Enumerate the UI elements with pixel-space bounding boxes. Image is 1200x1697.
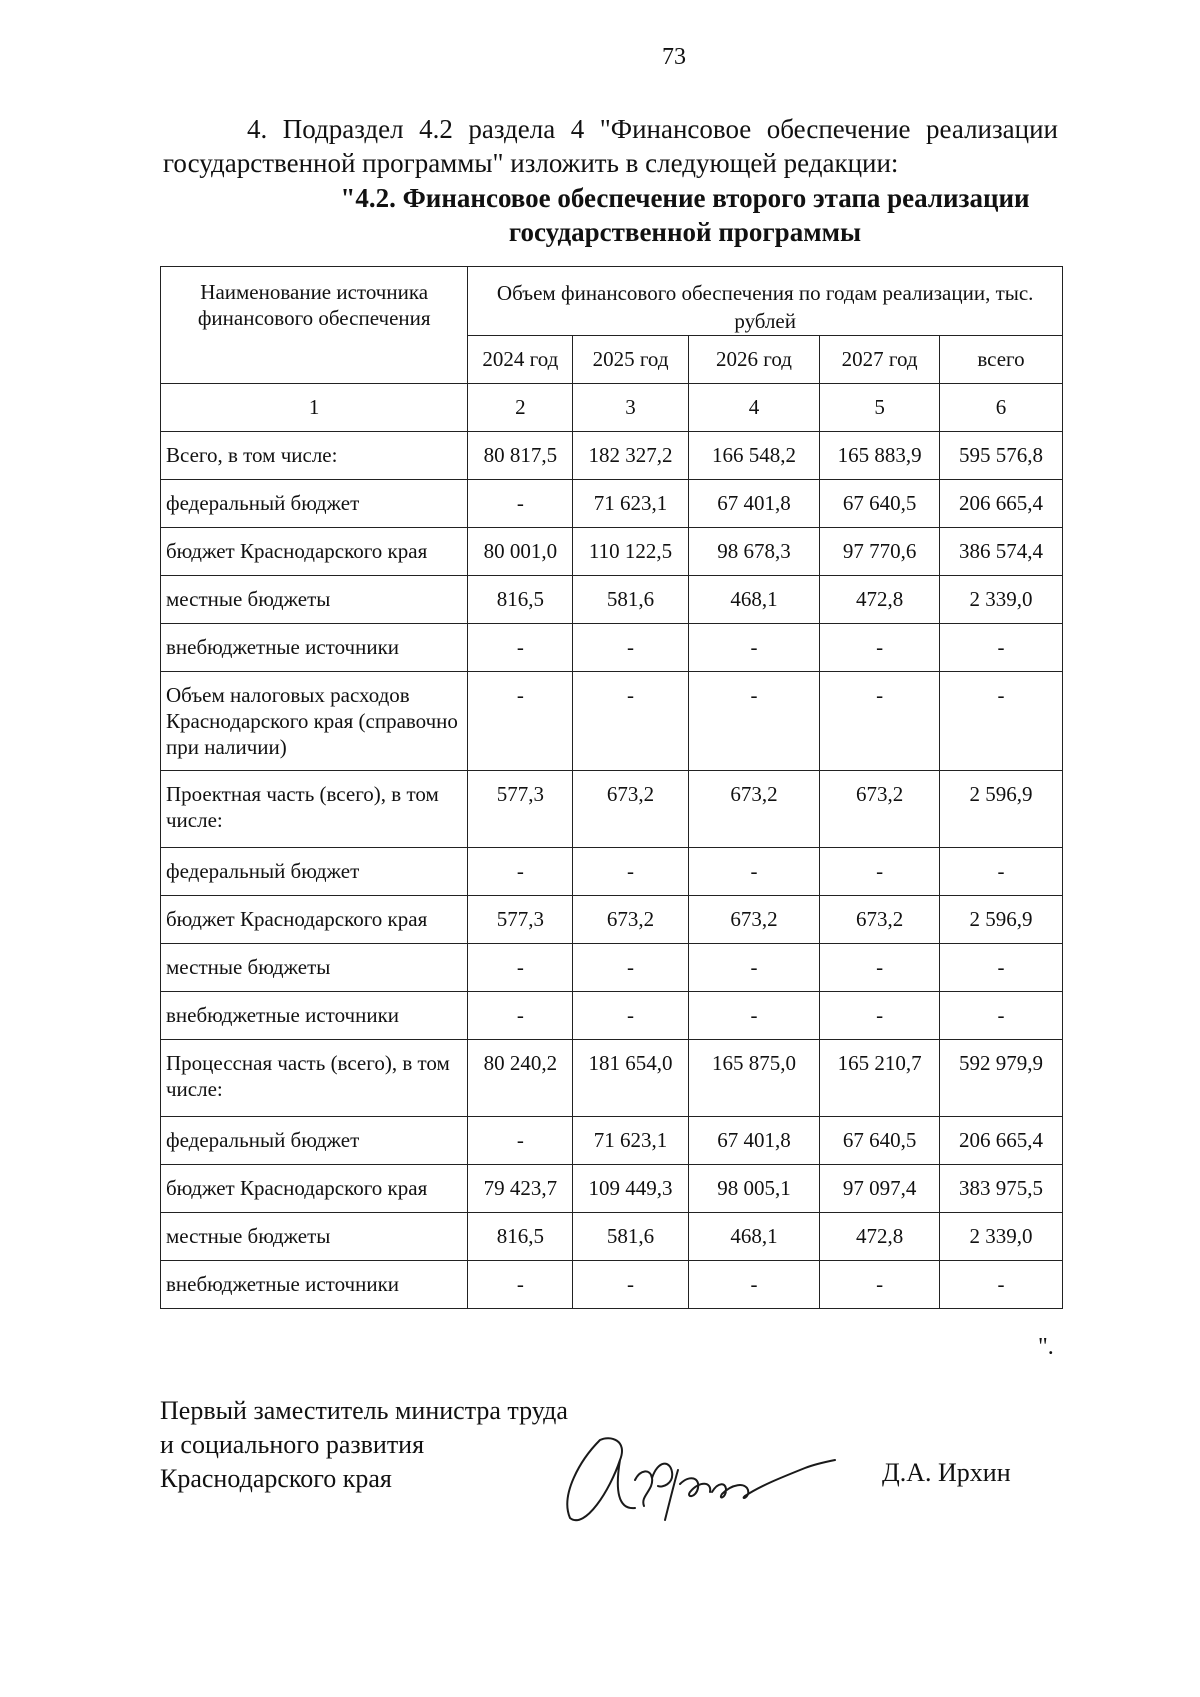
row-value: 80 001,0: [468, 528, 573, 576]
table-row: [161, 672, 1063, 771]
row-value: -: [573, 672, 689, 771]
row-value: 472,8: [820, 1213, 940, 1261]
table-row: [161, 1117, 1063, 1165]
closing-quote: ".: [1038, 1334, 1054, 1360]
row-value: 673,2: [573, 896, 689, 944]
row-value: 816,5: [468, 576, 573, 624]
column-number: 5: [820, 384, 940, 432]
table-row: [161, 771, 1063, 848]
signature-position-line: и социального развития: [160, 1430, 425, 1459]
row-source-name: бюджет Краснодарского края: [161, 1165, 468, 1213]
row-value: 79 423,7: [468, 1165, 573, 1213]
table-row: [161, 432, 1063, 480]
row-value: -: [688, 1261, 819, 1309]
row-source-name: федеральный бюджет: [161, 1117, 468, 1165]
row-value: -: [573, 848, 689, 896]
row-value: 468,1: [688, 1213, 819, 1261]
column-number: 4: [688, 384, 819, 432]
row-value: -: [688, 992, 819, 1040]
row-value: -: [939, 992, 1062, 1040]
table-row: [161, 992, 1063, 1040]
row-value: 673,2: [820, 896, 940, 944]
row-value: -: [468, 848, 573, 896]
row-value: 166 548,2: [688, 432, 819, 480]
row-value: -: [688, 624, 819, 672]
row-value: 2 596,9: [939, 896, 1062, 944]
row-value: 165 210,7: [820, 1040, 940, 1117]
row-value: 206 665,4: [939, 480, 1062, 528]
handwritten-signature: [540, 1400, 870, 1540]
row-value: 71 623,1: [573, 1117, 689, 1165]
row-source-name: бюджет Краснодарского края: [161, 528, 468, 576]
row-value: -: [820, 944, 940, 992]
row-value: 2 596,9: [939, 771, 1062, 848]
header-year-2026: 2026 год: [688, 336, 819, 384]
row-value: 165 883,9: [820, 432, 940, 480]
row-source-name: местные бюджеты: [161, 1213, 468, 1261]
row-value: 97 770,6: [820, 528, 940, 576]
row-value: 110 122,5: [573, 528, 689, 576]
row-value: -: [820, 624, 940, 672]
row-value: 67 401,8: [688, 1117, 819, 1165]
row-value: -: [468, 944, 573, 992]
row-value: 97 097,4: [820, 1165, 940, 1213]
table-row: [161, 896, 1063, 944]
signature-position-line: Первый заместитель министра труда: [160, 1396, 568, 1425]
row-value: 673,2: [688, 771, 819, 848]
row-value: -: [939, 848, 1062, 896]
row-value: -: [688, 672, 819, 771]
row-value: -: [820, 848, 940, 896]
row-value: -: [939, 944, 1062, 992]
row-source-name: внебюджетные источники: [161, 624, 468, 672]
row-value: -: [820, 1261, 940, 1309]
row-source-name: федеральный бюджет: [161, 480, 468, 528]
signature-position-line: Краснодарского края: [160, 1464, 392, 1493]
header-year-2024: 2024 год: [468, 336, 573, 384]
row-value: 67 640,5: [820, 1117, 940, 1165]
row-value: -: [688, 944, 819, 992]
row-source-name: Всего, в том числе:: [161, 432, 468, 480]
row-value: 2 339,0: [939, 1213, 1062, 1261]
row-value: 67 640,5: [820, 480, 940, 528]
row-value: 592 979,9: [939, 1040, 1062, 1117]
row-value: 181 654,0: [573, 1040, 689, 1117]
intro-paragraph: [163, 112, 1058, 180]
header-source: Наименование источника финансового обеспечения: [161, 267, 468, 384]
section-heading: "4.2. Финансовое обеспечение второго этапа реализации государственной программы: [340, 183, 1030, 247]
table-row: [161, 1261, 1063, 1309]
row-source-name: бюджет Краснодарского края: [161, 896, 468, 944]
row-value: -: [573, 624, 689, 672]
row-value: 206 665,4: [939, 1117, 1062, 1165]
row-value: 67 401,8: [688, 480, 819, 528]
row-value: -: [468, 624, 573, 672]
row-value: 98 678,3: [688, 528, 819, 576]
row-value: 581,6: [573, 576, 689, 624]
row-source-name: местные бюджеты: [161, 944, 468, 992]
row-value: 577,3: [468, 896, 573, 944]
row-value: -: [573, 992, 689, 1040]
row-value: 71 623,1: [573, 480, 689, 528]
table-row: [161, 576, 1063, 624]
row-value: -: [468, 672, 573, 771]
row-value: -: [468, 480, 573, 528]
row-source-name: Проектная часть (всего), в том числе:: [161, 771, 468, 848]
row-value: 2 339,0: [939, 576, 1062, 624]
row-value: 673,2: [573, 771, 689, 848]
row-value: -: [468, 1261, 573, 1309]
row-value: 472,8: [820, 576, 940, 624]
row-value: -: [939, 624, 1062, 672]
table-row: [161, 528, 1063, 576]
row-value: -: [573, 1261, 689, 1309]
table-row: [161, 1165, 1063, 1213]
row-value: 182 327,2: [573, 432, 689, 480]
row-source-name: внебюджетные источники: [161, 992, 468, 1040]
row-value: -: [468, 992, 573, 1040]
row-source-name: Процессная часть (всего), в том числе:: [161, 1040, 468, 1117]
row-source-name: федеральный бюджет: [161, 848, 468, 896]
row-value: 468,1: [688, 576, 819, 624]
row-value: 98 005,1: [688, 1165, 819, 1213]
row-value: -: [688, 848, 819, 896]
table-row: [161, 1040, 1063, 1117]
column-number: 6: [939, 384, 1062, 432]
table-row: [161, 1213, 1063, 1261]
table-row: [161, 624, 1063, 672]
row-value: 577,3: [468, 771, 573, 848]
table-row: [161, 848, 1063, 896]
header-year-2025: 2025 год: [573, 336, 689, 384]
row-value: -: [939, 1261, 1062, 1309]
column-number: 3: [573, 384, 689, 432]
table-row: [161, 480, 1063, 528]
header-total: всего: [939, 336, 1062, 384]
row-value: 109 449,3: [573, 1165, 689, 1213]
row-source-name: внебюджетные источники: [161, 1261, 468, 1309]
signature-name: Д.А. Ирхин: [882, 1458, 1011, 1487]
row-value: 673,2: [688, 896, 819, 944]
row-value: -: [468, 1117, 573, 1165]
table-body: [161, 432, 1063, 1309]
intro-text: 4. Подраздел 4.2 раздела 4 "Финансовое обеспечение реализации государственной программы" изложить в следующей редакции:: [163, 114, 1058, 178]
page-number: 73: [662, 44, 686, 70]
row-value: -: [820, 672, 940, 771]
row-value: 80 240,2: [468, 1040, 573, 1117]
financing-table: [160, 266, 1063, 1309]
row-value: -: [820, 992, 940, 1040]
row-value: 673,2: [820, 771, 940, 848]
row-value: 581,6: [573, 1213, 689, 1261]
column-number: 1: [161, 384, 468, 432]
row-value: 165 875,0: [688, 1040, 819, 1117]
table-row: [161, 944, 1063, 992]
row-value: 386 574,4: [939, 528, 1062, 576]
row-value: 595 576,8: [939, 432, 1062, 480]
row-source-name: местные бюджеты: [161, 576, 468, 624]
header-volume: Объем финансового обеспечения по годам реализации, тыс. рублей: [468, 267, 1063, 336]
row-source-name: Объем налоговых расходов Краснодарского края (справочно при наличии): [161, 672, 468, 771]
row-value: -: [573, 944, 689, 992]
header-year-2027: 2027 год: [820, 336, 940, 384]
row-value: 383 975,5: [939, 1165, 1062, 1213]
row-value: 816,5: [468, 1213, 573, 1261]
row-value: 80 817,5: [468, 432, 573, 480]
row-value: -: [939, 672, 1062, 771]
column-number: 2: [468, 384, 573, 432]
